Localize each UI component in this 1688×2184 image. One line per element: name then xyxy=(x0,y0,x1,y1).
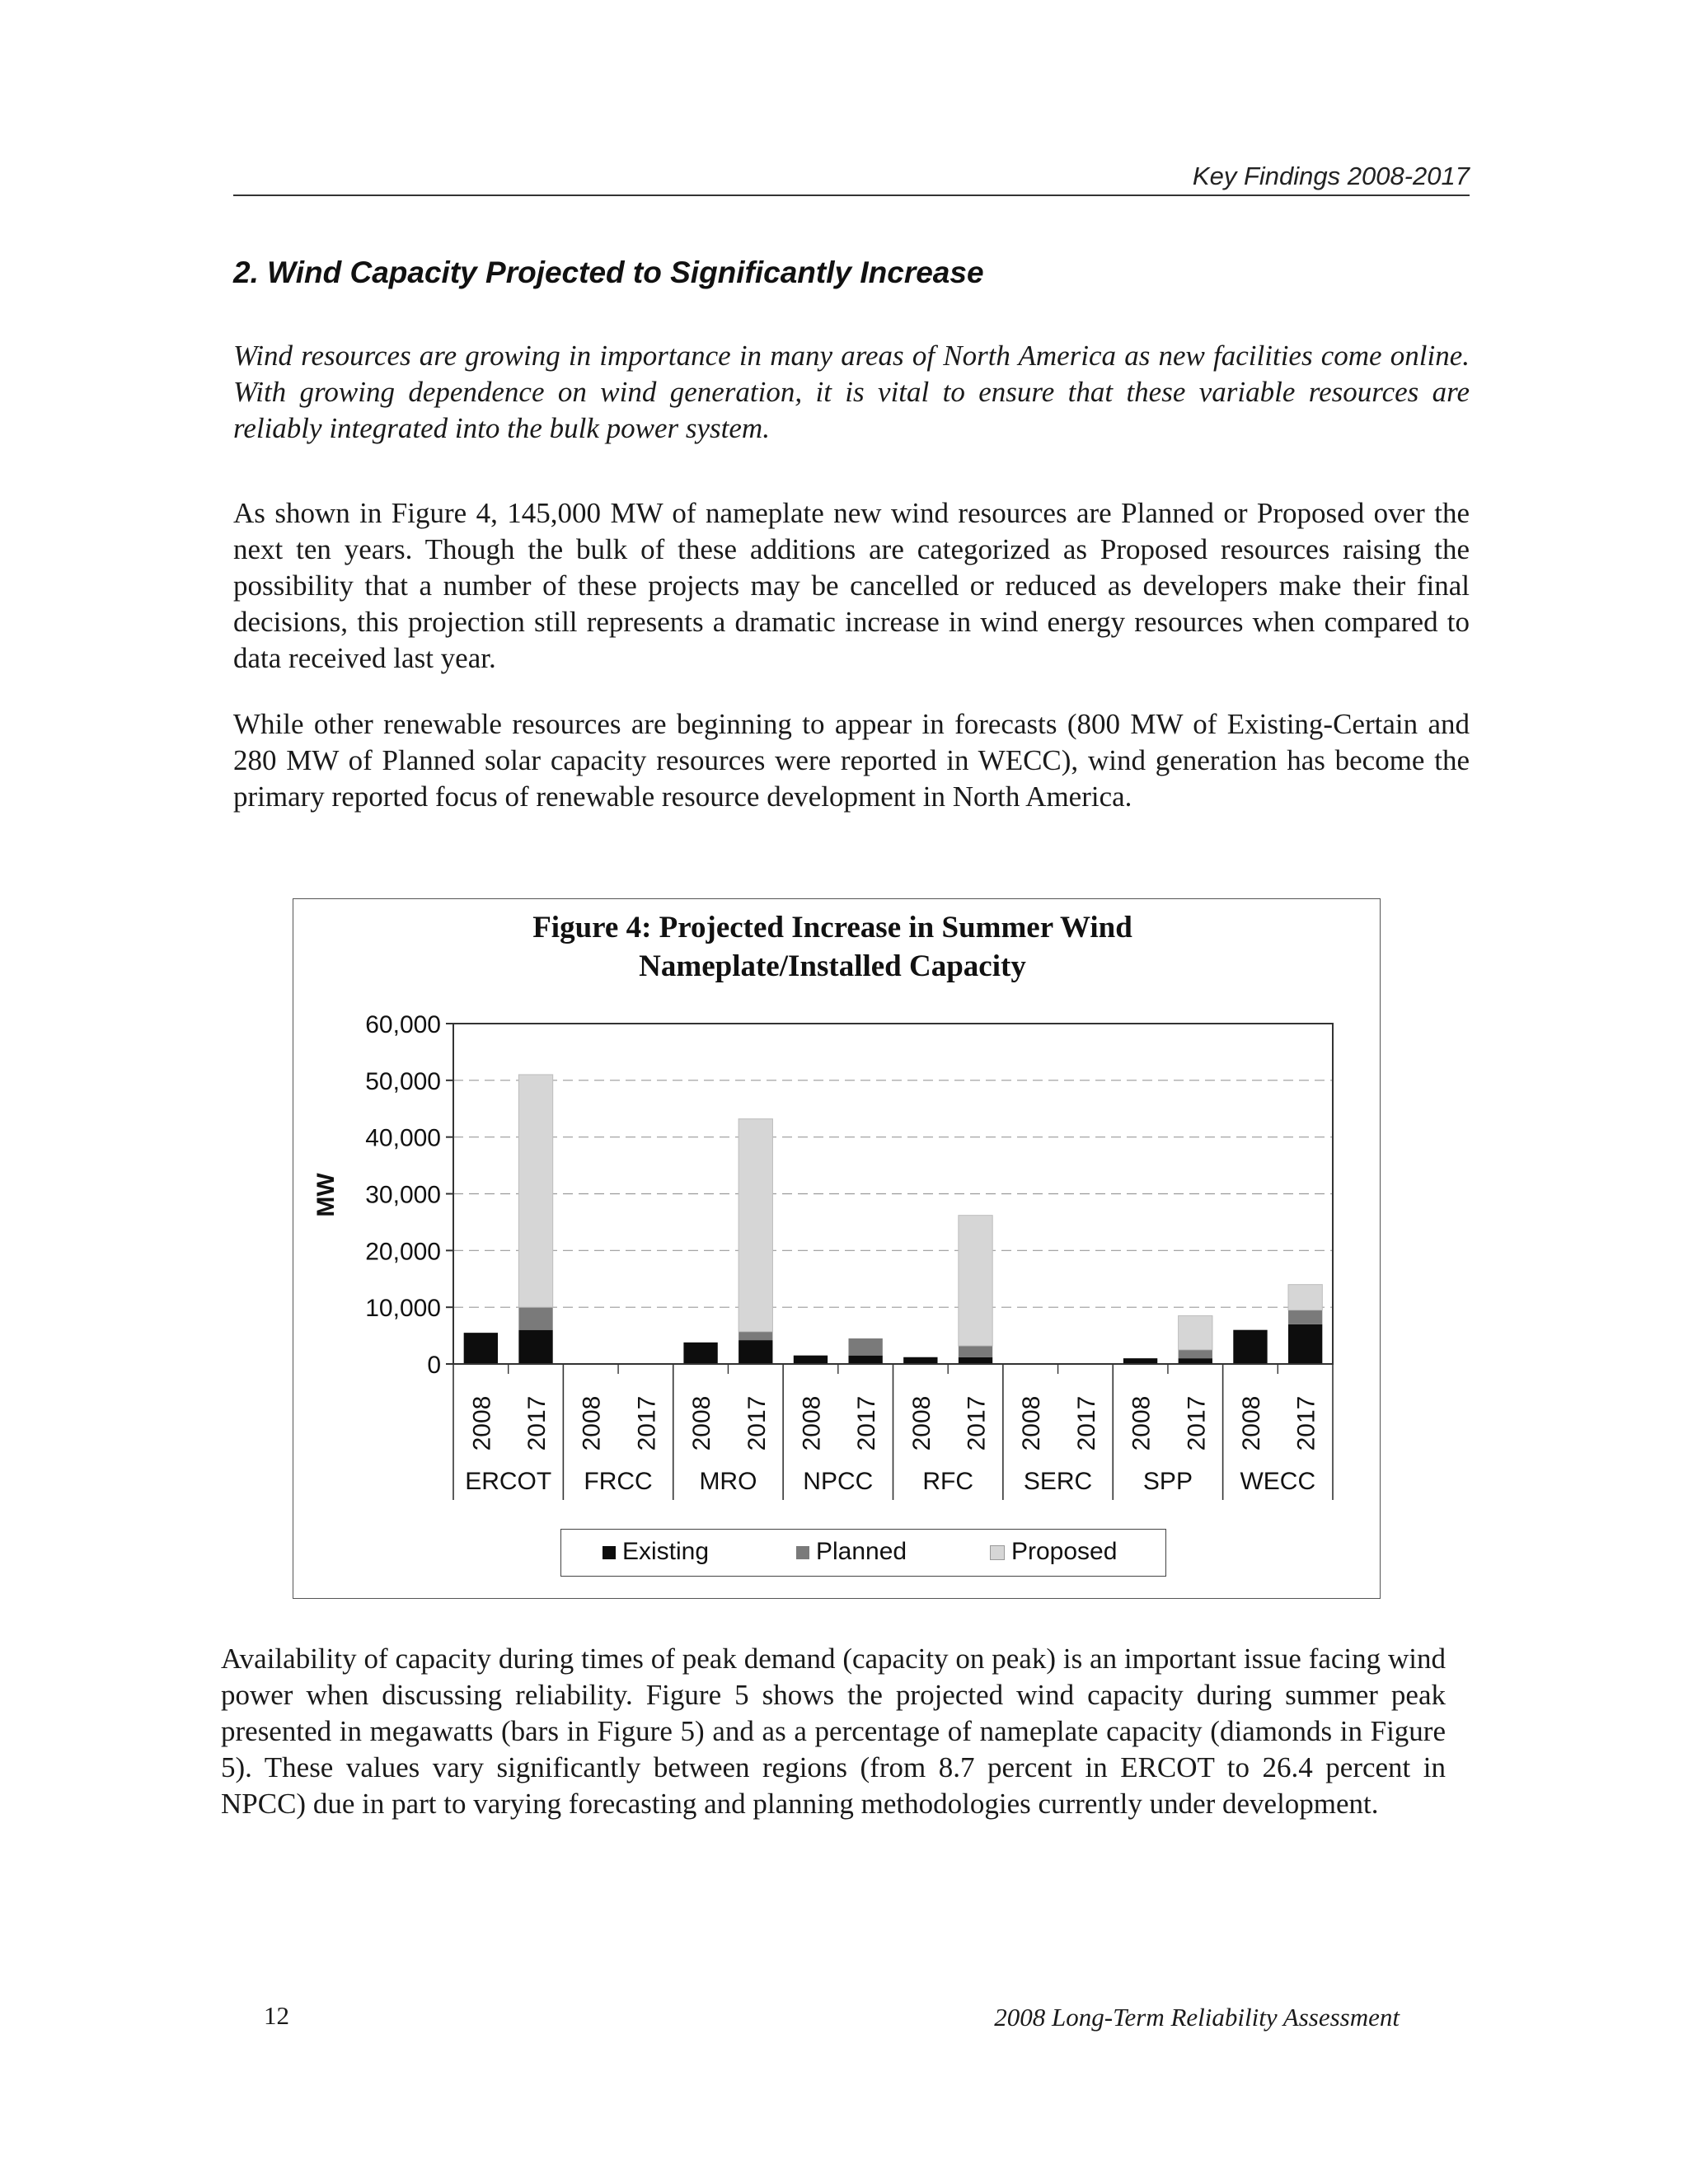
bar-npcc-2017-planned xyxy=(848,1338,882,1356)
running-header xyxy=(233,162,1470,196)
chart-legend xyxy=(560,1529,1166,1577)
y-tick-label: 30,000 xyxy=(365,1181,441,1209)
legend-label-planned: Planned xyxy=(816,1538,907,1565)
section-heading: 2. Wind Capacity Projected to Significantly Increase xyxy=(233,255,984,289)
body-paragraph-1: As shown in Figure 4, 145,000 MW of nameplate new wind resources are Planned or Proposed over the next ten years. Though the bulk of these additions are categorized as Proposed resources raising the possibility that a number of these projects may be cancelled or reduced as developers make their final decisions, this projection still represents a dramatic increase in wind energy resources when compared to data received last year. xyxy=(233,497,1470,674)
bar-mro-2017-proposed xyxy=(738,1119,772,1332)
x-year-label: 2017 xyxy=(963,1395,991,1451)
page-number: 12 xyxy=(264,2001,289,2030)
x-group-label-wecc: WECC xyxy=(1240,1468,1316,1495)
x-year-label: 2017 xyxy=(1183,1395,1211,1451)
bar-mro-2008-existing xyxy=(683,1343,717,1364)
x-year-label: 2017 xyxy=(1292,1395,1320,1451)
x-year-label: 2008 xyxy=(907,1395,935,1451)
legend-swatch-proposed xyxy=(990,1545,1005,1560)
bar-ercot-2017-proposed xyxy=(518,1075,552,1307)
bar-mro-2017-existing xyxy=(738,1340,772,1364)
x-group-label-npcc: NPCC xyxy=(803,1468,874,1495)
x-year-label: 2008 xyxy=(1128,1395,1156,1451)
y-tick-label: 20,000 xyxy=(365,1238,441,1266)
x-year-label: 2008 xyxy=(1018,1395,1046,1451)
x-group-label-spp: SPP xyxy=(1142,1468,1193,1495)
x-group-label-ercot: ERCOT xyxy=(465,1468,552,1495)
x-year-label: 2008 xyxy=(578,1395,606,1451)
y-axis-title: MW xyxy=(312,1173,340,1217)
y-tick-label: 50,000 xyxy=(365,1067,441,1095)
x-group-label-serc: SERC xyxy=(1023,1468,1093,1495)
intro-paragraph: Wind resources are growing in importance in many areas of North America as new facilities come online. With growing dependence on wind generation, it is vital to ensure that these variable resources are reliably integrated into the bulk power system. xyxy=(233,340,1470,444)
body-paragraph-2: While other renewable resources are beginning to appear in forecasts (800 MW of Existing-Certain and 280 MW of Planned solar capacity resources were reported in WECC), wind generation has become the primary reported focus of renewable resource development in North America. xyxy=(233,708,1470,813)
y-tick-label: 40,000 xyxy=(365,1124,441,1152)
x-year-label: 2008 xyxy=(798,1395,826,1451)
x-year-label: 2017 xyxy=(853,1395,881,1451)
x-year-label: 2017 xyxy=(1072,1395,1100,1451)
figure-title-line-2: Nameplate/Installed Capacity xyxy=(639,949,1026,983)
bar-wecc-2008-existing xyxy=(1233,1330,1267,1364)
y-tick-label: 60,000 xyxy=(365,1011,441,1038)
legend-item-proposed xyxy=(990,1538,1117,1566)
x-year-label: 2008 xyxy=(1237,1395,1265,1451)
legend-label-existing: Existing xyxy=(622,1538,710,1565)
x-year-label: 2017 xyxy=(523,1395,551,1451)
legend-label-proposed: Proposed xyxy=(1011,1538,1118,1565)
bar-rfc-2017-existing xyxy=(959,1357,992,1364)
figure-title xyxy=(462,908,1203,986)
bar-wecc-2017-existing xyxy=(1288,1324,1322,1364)
x-group-label-mro: MRO xyxy=(699,1468,757,1495)
bar-spp-2017-planned xyxy=(1179,1350,1212,1358)
x-year-label: 2017 xyxy=(743,1395,771,1451)
body-paragraph-3: Availability of capacity during times of peak demand (capacity on peak) is an important issue facing wind power when discussing reliability. Figure 5 shows the projected wind capacity during summer peak presented in megawatts (bars in Figure 5) and as a percentage of nameplate capacity (diamonds in Figure 5). These values vary significantly between regions (from 8.7 percent in ERCOT to 26.4 percent in NPCC) due in part to varying forecasting and planning methodologies currently under development. xyxy=(221,1643,1446,1820)
bar-rfc-2017-proposed xyxy=(959,1216,992,1346)
running-header-title: Key Findings 2008-2017 xyxy=(1192,162,1470,190)
bar-ercot-2017-planned xyxy=(518,1307,552,1330)
bar-npcc-2017-existing xyxy=(848,1356,882,1364)
legend-swatch-existing xyxy=(603,1546,616,1559)
y-tick-label: 10,000 xyxy=(365,1295,441,1323)
bar-spp-2017-existing xyxy=(1179,1358,1212,1364)
bar-ercot-2008-existing xyxy=(464,1333,498,1364)
x-group-label-rfc: RFC xyxy=(922,1468,974,1495)
bar-mro-2017-planned xyxy=(738,1332,772,1340)
bar-wecc-2017-proposed xyxy=(1288,1285,1322,1310)
legend-swatch-planned xyxy=(796,1546,809,1559)
bar-wecc-2017-planned xyxy=(1288,1310,1322,1324)
bar-spp-2008-existing xyxy=(1123,1358,1157,1364)
x-year-label: 2008 xyxy=(688,1395,716,1451)
bar-ercot-2017-existing xyxy=(518,1330,552,1364)
bar-rfc-2017-planned xyxy=(959,1346,992,1357)
wind-capacity-chart xyxy=(293,981,1381,1516)
legend-item-existing xyxy=(603,1538,709,1566)
footer-report-title: 2008 Long-Term Reliability Assessment xyxy=(994,2003,1400,2032)
x-group-label-frcc: FRCC xyxy=(584,1468,653,1495)
x-year-label: 2017 xyxy=(633,1395,661,1451)
bar-rfc-2008-existing xyxy=(903,1357,937,1364)
figure-title-line-1: Figure 4: Projected Increase in Summer Wind xyxy=(532,911,1132,944)
y-tick-label: 0 xyxy=(427,1352,441,1379)
bar-spp-2017-proposed xyxy=(1179,1315,1212,1349)
x-year-label: 2008 xyxy=(468,1395,496,1451)
legend-item-planned xyxy=(796,1538,907,1566)
bar-npcc-2008-existing xyxy=(794,1356,828,1364)
